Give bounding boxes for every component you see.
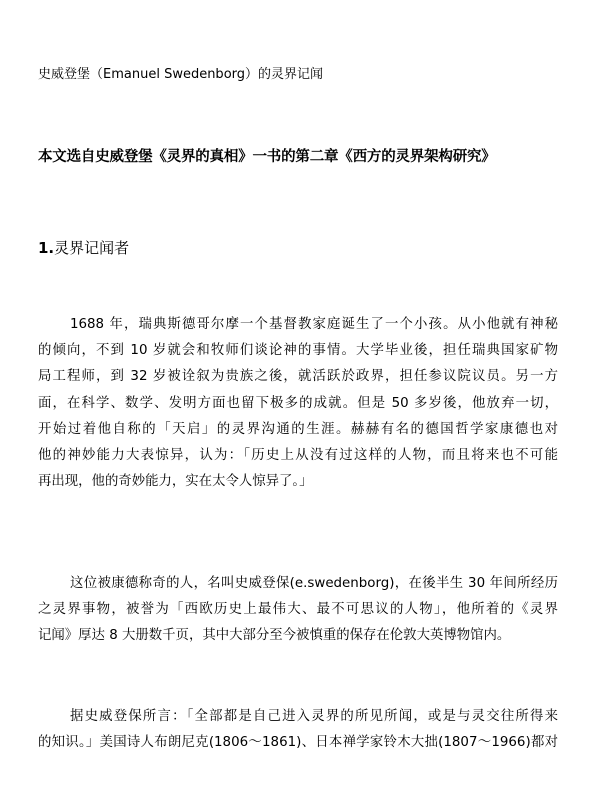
paragraph-line: 记闻》厚达 8 大册数千页，其中大部分至今被慎重的保存在伦敦大英博物馆内。 (38, 628, 511, 644)
paragraph-line: 面，在科学、数学、发明方面也留下极多的成就。但是 50 多岁後，他放弃一切， (38, 395, 558, 411)
paragraph-line: 他的神妙能力大表惊异，认为：「历史上从没有过这样的人物，而且将来也不可能 (38, 448, 558, 464)
paragraph-line: 之灵界事物，被誉为「西欧历史上最伟大、最不可思议的人物」，他所着的《灵界 (38, 602, 558, 618)
section-heading (38, 237, 129, 259)
paragraph-2 (38, 571, 558, 650)
paragraph-line: 开始过着他自称的「天启」的灵界沟通的生涯。赫赫有名的德国哲学家康德也对 (38, 421, 558, 437)
document-subtitle: 本文选自史威登堡《灵界的真相》一书的第二章《西方的灵界架构研究》 (38, 149, 496, 165)
paragraph-line: 局工程师，到 32 岁被诠叙为贵族之後，就活跃於政界，担任参议院议员。另一方 (38, 369, 558, 385)
paragraph-line: 的倾向，不到 10 岁就会和牧师们谈论神的事情。大学毕业後，担任瑞典国家矿物 (38, 343, 558, 359)
section-number: 1. (38, 239, 55, 257)
paragraph-1 (38, 312, 558, 495)
paragraph-line: 这位被康德称奇的人，名叫史威登保(e.swedenborg)，在後半生 30 年间所经历 (70, 576, 558, 591)
paragraph-line: 再出现，他的奇妙能力，实在太令人惊异了。」 (38, 474, 313, 490)
section-title: 灵界记闻者 (54, 239, 130, 257)
paragraph-3 (38, 704, 558, 756)
paragraph-line: 1688 年，瑞典斯德哥尔摩一个基督教家庭诞生了一个小孩。从小他就有神秘 (70, 317, 558, 332)
document-title: 史威登堡（Emanuel Swedenborg）的灵界记闻 (38, 67, 324, 82)
paragraph-line: 据史威登保所言：「全部都是自己进入灵界的所见所闻，或是与灵交往所得来 (70, 709, 558, 724)
paragraph-line: 的知识。」美国诗人布朗尼克(1806～1861)、日本禅学家铃木大拙(1807～1966)都对 (38, 735, 558, 751)
